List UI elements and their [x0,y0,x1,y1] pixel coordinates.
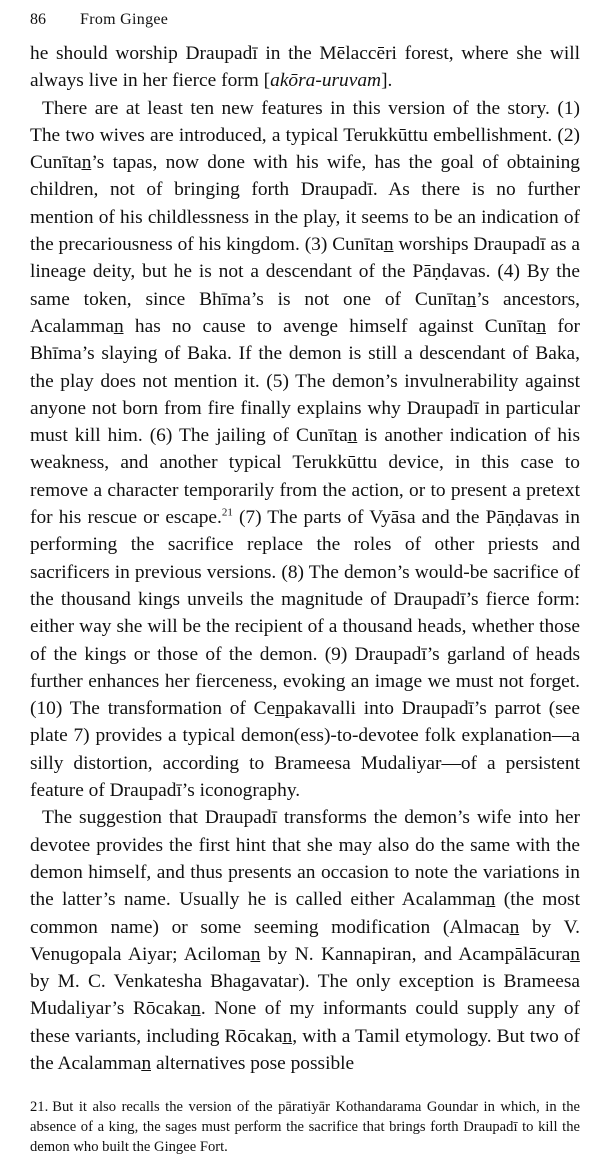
paragraph-text: There are at least ten new features in this version of the story. (1) The two wives are introduced, a typical Terukkūttu embellishment. (2) Cunītan̲’s tapas, now done with his wife, has the goal of obtaining children, not of bringing forth Draupadī. As there is no further mention of his childlessness in the play, it seems to be an indication of the precariousness of his kingdom. (3) Cunītan̲ worships Draupadī as a lineage deity, but he is not a descendant of the Pāṇḍavas. (4) By the same token, since Bhīma’s is not one of Cunītan̲’s ancestors, Acalamman̲ has no cause to avenge himself against Cunītan̲ for Bhīma’s slaying of Baka. If the demon is still a descendant of Baka, the play does not mention it. (5) The demon’s invulnerability against anyone not born from fire finally explains why Draupadī in particular must kill him. (6) The jailing of Cunītan̲ is another indication of his weakness, and another typical Terukkūttu device, in this case to remove a character temporarily from the action, or to present a pretext for his rescue or escape. [30,97,580,529]
footnote-number: 21. [30,1099,49,1116]
page-number: 86 [30,11,46,28]
page-header [30,0,580,40]
running-head: From Gingee [80,11,169,28]
paragraph-names: The suggestion that Draupadī transforms the demon’s wife into her devotee provides the first hint that she may also do the same with the demon himself, and thus presents an occasion to note the variations in the latter’s name. Usually he is called either Acalamman̲ (the most common name) or some seeming modification (Almacan̲ by V. Venugopala Aiyar; Aciloman̲ by N. Kannapiran, and Acampālācuran̲ by M. C. Venkatesha Bhagavatar). The only exception is Brameesa Mudaliyar’s Rōcakan̲. None of my informants could supply any of these variants, including Rōcakan̲, with a Tamil etymology. But two of the Acalamman̲ alternatives pose possible [30,807,580,1074]
italic-term: akōra-uruvam [270,70,382,92]
paragraph-features [30,95,580,805]
paragraph-text: he should worship Draupadī in the Mēlaccēri forest, where she will always live in her fierce form [ [30,43,580,92]
body-text [30,40,580,1077]
paragraph-text: ]. [381,70,393,92]
footnote-text: But it also recalls the version of the pāratiyār Kothandarama Goundar in which, in the absence of a king, the sages must perform the sacrifice that brings forth Draupadī to kill the demon who built the Gingee Fort. [30,1099,580,1156]
footnote [30,1097,580,1157]
paragraph-text: (7) The parts of Vyāsa and the Pāṇḍavas in performing the sacrifice replace the roles of other priests and sacrificers in previous versions. (8) The demon’s would-be sacrifice of the thousand kings unveils the magnitude of Draupadī’s fierce form: either way she will be the recipient of a thousand heads, whether those of the kings or those of the demon. (9) Draupadī’s garland of heads further enhances her fierceness, evoking an image we must not forget. (10) The transformation of Cen̲pakavalli into Draupadī’s parrot (see plate 7) provides a typical demon(ess)-to-devotee folk explanation—a silly distortion, according to Brameesa Mudaliyar—of a persistent feature of Draupadī’s iconography. [30,507,580,802]
paragraph-continuation [30,40,580,95]
footnote-reference[interactable]: 21 [221,506,233,519]
